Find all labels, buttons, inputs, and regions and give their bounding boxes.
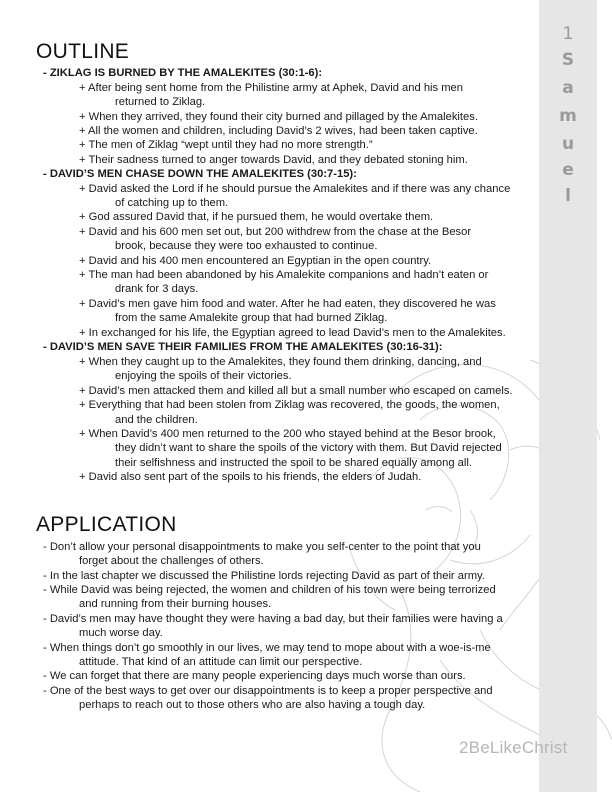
list-item: + In exchanged for his life, the Egyptian agreed to lead David’s men to the Amalekites. <box>79 327 506 339</box>
list-item-continued: brook, because they were too exhausted to continue. <box>115 240 378 252</box>
list-item: - When things don’t go smoothly in our lives, we may tend to mope about with a woe-is-me <box>43 642 491 654</box>
list-item: + The man had been abandoned by his Amalekite companions and hadn’t eaten or <box>79 269 489 281</box>
list-item: + After being sent home from the Philistine army at Aphek, David and his men <box>79 82 463 94</box>
list-item-continued: perhaps to reach out to those others who are also having a tough day. <box>79 699 426 711</box>
outline-title: OUTLINE <box>36 40 130 63</box>
list-item-continued: their selfishness and instructed the spoil to be shared equally among all. <box>115 457 472 469</box>
list-item: - In the last chapter we discussed the Philistine lords rejecting David as part of their army. <box>43 570 485 582</box>
book-letter: u <box>561 134 575 154</box>
list-item-continued: and the children. <box>115 414 198 426</box>
list-item-continued: forget about the challenges of others. <box>79 555 264 567</box>
book-letter: l <box>565 186 571 206</box>
book-sidebar <box>539 0 597 792</box>
book-letter: e <box>562 160 574 180</box>
brand-watermark: 2BeLikeChrist <box>459 738 568 757</box>
list-item: + David’s men gave him food and water. After he had eaten, they discovered he was <box>79 298 496 310</box>
section-heading: - ZIKLAG IS BURNED BY THE AMALEKITES (30:1-6): <box>43 67 323 79</box>
list-item-continued: enjoying the spoils of their victories. <box>115 370 292 382</box>
book-letter: S <box>561 50 575 70</box>
list-item: - One of the best ways to get over our disappointments is to keep a proper perspective and <box>43 685 493 697</box>
list-item: - While David was being rejected, the women and children of his town were being terrorized <box>43 584 496 596</box>
list-item: - David’s men may have thought they were having a bad day, but their families were having a <box>43 613 503 625</box>
list-item: + David asked the Lord if he should pursue the Amalekites and if there was any chance <box>79 183 511 195</box>
list-item-continued: returned to Ziklag. <box>115 96 206 108</box>
list-item: + David also sent part of the spoils to his friends, the elders of Judah. <box>79 471 422 483</box>
list-item: + David and his 600 men set out, but 200 withdrew from the chase at the Besor <box>79 226 472 238</box>
application-title: APPLICATION <box>36 513 177 536</box>
section-heading: - DAVID’S MEN CHASE DOWN THE AMALEKITES (30:7-15): <box>43 168 357 180</box>
list-item-continued: drank for 3 days. <box>115 283 199 295</box>
list-item: - We can forget that there are many people experiencing days much worse than ours. <box>43 670 466 682</box>
list-item: + When they caught up to the Amalekites, they found them drinking, dancing, and <box>79 356 482 368</box>
list-item: + David’s men attacked them and killed all but a small number who escaped on camels. <box>79 385 513 397</box>
list-item-continued: from the same Amalekite group that had burned Ziklag. <box>115 312 388 324</box>
list-item-continued: much worse day. <box>79 627 163 639</box>
list-item: + Their sadness turned to anger towards David, and they debated stoning him. <box>79 154 468 166</box>
list-item: + Everything that had been stolen from Ziklag was recovered, the goods, the women, <box>79 399 500 411</box>
list-item: + All the women and children, including David’s 2 wives, had been taken captive. <box>79 125 478 137</box>
list-item-continued: of catching up to them. <box>115 197 229 209</box>
list-item-continued: and running from their burning houses. <box>79 598 272 610</box>
book-number: 1 <box>562 24 574 44</box>
book-letter: m <box>559 106 577 126</box>
list-item: + When David’s 400 men returned to the 200 who stayed behind at the Besor brook, <box>79 428 496 440</box>
section-heading: - DAVID’S MEN SAVE THEIR FAMILIES FROM THE AMALEKITES (30:16-31): <box>43 341 443 353</box>
list-item-continued: attitude. That kind of an attitude can limit our perspective. <box>79 656 363 668</box>
list-item: + When they arrived, they found their city burned and pillaged by the Amalekites. <box>79 111 478 123</box>
list-item: + The men of Ziklag “wept until they had no more strength.” <box>79 139 373 151</box>
book-letter: a <box>562 78 574 98</box>
list-item: + God assured David that, if he pursued them, he would overtake them. <box>79 211 434 223</box>
list-item-continued: they didn’t want to share the spoils of the victory with them. But David rejected <box>115 442 502 454</box>
list-item: + David and his 400 men encountered an Egyptian in the open country. <box>79 255 432 267</box>
list-item: - Don’t allow your personal disappointments to make you self-center to the point that you <box>43 541 481 553</box>
